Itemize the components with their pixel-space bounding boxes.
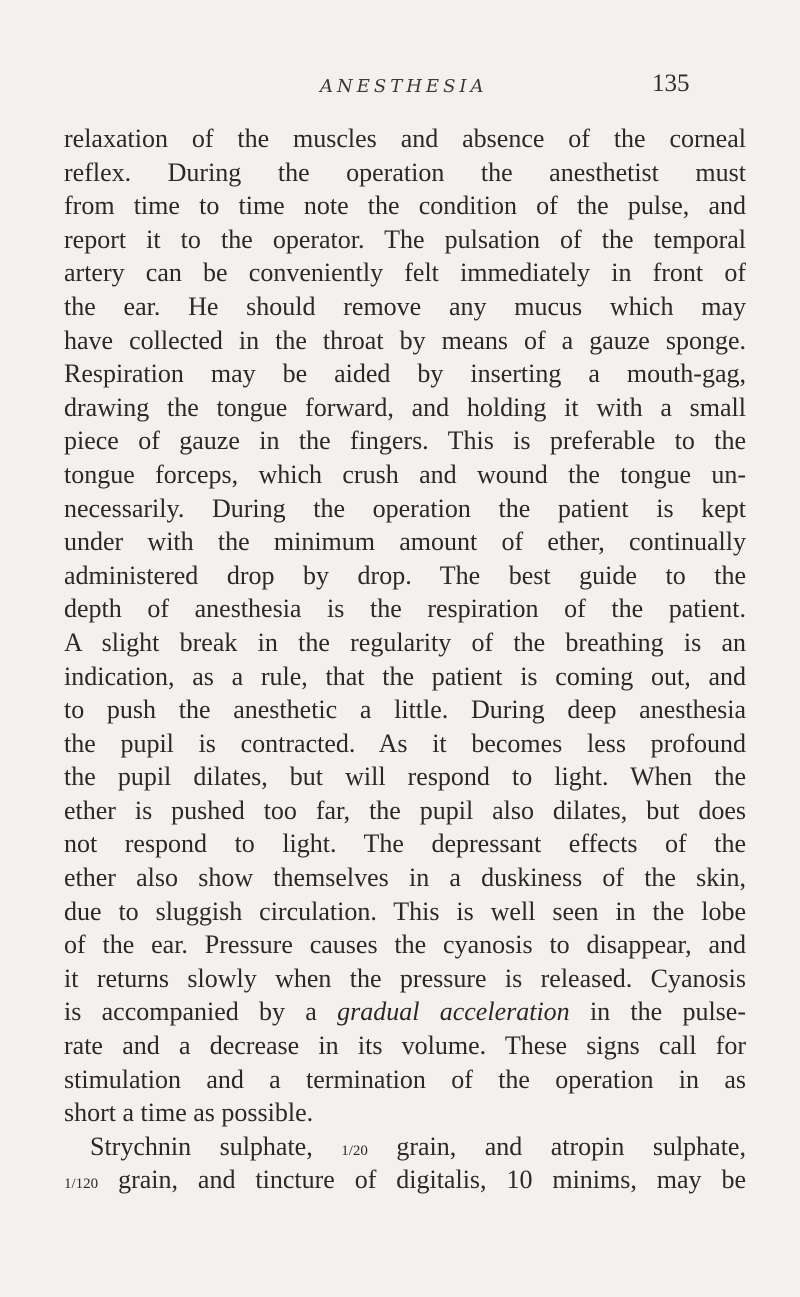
text-line-with-emphasis [64,995,746,1029]
text-line: depth of anesthesia is the respiration of the patient. [64,594,746,624]
text-line: ether is pushed too far, the pupil also dilates, but does [64,795,746,825]
italic-emphasis: gradual acceleration [337,997,570,1027]
running-title: ANESTHESIA [320,76,488,97]
text-line: ether also show themselves in a duskiness of the skin, [64,863,746,893]
text-line: from time to time note the condition of the pulse, and [64,191,746,221]
paragraph-end-line: short a time as possible. [64,1098,314,1128]
text-segment: grain, and atropin sulphate, [367,1131,746,1161]
text-line: the ear. He should remove any mucus which may [64,291,746,321]
text-line: A slight break in the regularity of the breathing is an [64,627,746,657]
text-line-with-fraction [64,1163,746,1197]
text-segment: grain, and tincture of digitalis, 10 minims, may be [98,1165,746,1195]
text-line: have collected in the throat by means of a gauze sponge. [64,325,746,355]
text-line: indication, as a rule, that the patient is coming out, and [64,661,746,691]
text-line: rate and a decrease in its volume. These signs call for [64,1031,746,1061]
text-line: relaxation of the muscles and absence of the corneal [64,124,746,153]
page-number: 135 [652,70,690,97]
text-line: stimulation and a termination of the operation in as [64,1064,746,1094]
text-segment: in the pulse- [569,997,746,1027]
text-line: not respond to light. The depressant effects of the [64,829,746,859]
text-line: tongue forceps, which crush and wound the tongue un- [64,459,746,489]
text-line: the pupil is contracted. As it becomes less profound [64,728,746,758]
text-line: Respiration may be aided by inserting a mouth-gag, [64,359,746,389]
text-line: report it to the operator. The pulsation of the temporal [64,224,746,254]
text-line: reflex. During the operation the anesthetist must [64,157,746,187]
text-line: piece of gauze in the fingers. This is preferable to the [64,426,746,456]
text-line: artery can be conveniently felt immediately in front of [64,258,746,288]
text-line: it returns slowly when the pressure is released. Cyanosis [64,963,746,993]
text-segment: is accompanied by a [64,997,338,1027]
running-header [0,70,800,106]
dose-fraction: 1/120 [64,1176,99,1193]
text-line: of the ear. Pressure causes the cyanosis to disappear, and [64,930,746,960]
text-line: administered drop by drop. The best guide to the [64,560,746,590]
text-line: drawing the tongue forward, and holding it with a small [64,392,746,422]
text-line: the pupil dilates, but will respond to light. When the [64,762,746,792]
text-line: due to sluggish circulation. This is well seen in the lobe [64,896,746,926]
text-line-with-fraction [64,1130,746,1164]
dose-fraction: 1/20 [341,1142,368,1159]
text-line: necessarily. During the operation the patient is kept [64,493,746,523]
body-paragraph [64,122,746,1197]
text-segment: Strychnin sulphate, [90,1131,342,1161]
text-line: under with the minimum amount of ether, continually [64,527,746,557]
text-line: to push the anesthetic a little. During deep anesthesia [64,695,746,725]
